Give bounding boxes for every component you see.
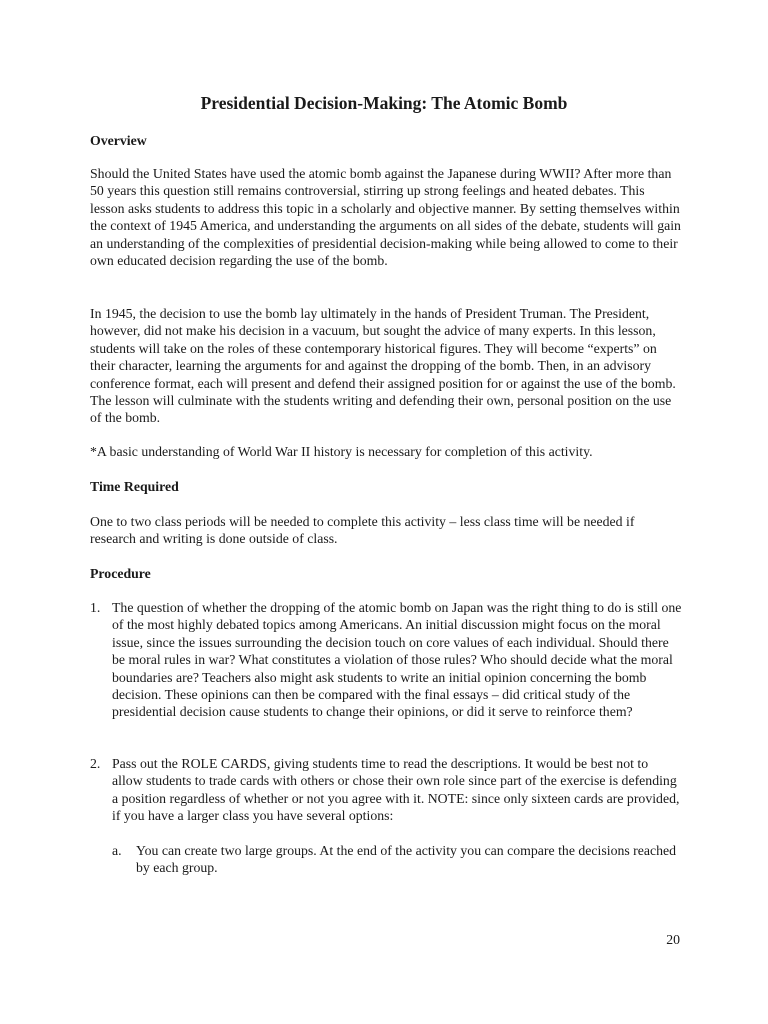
list-letter: a. — [112, 843, 122, 858]
procedure-heading: Procedure — [90, 566, 151, 581]
page-title: Presidential Decision-Making: The Atomic Bomb — [200, 93, 568, 113]
page-number: 20 — [666, 932, 680, 947]
time-required-paragraph: One to two class periods will be needed to complete this activity – less class time will be needed if research and writing is done outside of class. — [90, 514, 635, 547]
procedure-item-2 — [90, 755, 682, 825]
procedure-subitem-text: You can create two large groups. At the end of the activity you can compare the decisions reached by each group. — [136, 843, 677, 876]
overview-footnote: *A basic understanding of World War II history is necessary for completion of this activity. — [90, 444, 593, 459]
procedure-item-text: The question of whether the dropping of the atomic bomb on Japan was the right thing to do is still one of the most highly debated topics among Americans. An initial discussion might focus on the moral issue, since the issues surrounding the decision touch on core values of each individual. Should there be moral rules in war? What constitutes a violation of those rules? Who should decide what the moral boundaries are? Teachers also might ask students to write an initial opinion concerning the bomb decision. These opinions can then be compared with the final essays – did critical study of the presidential decision cause students to change their opinions, or did it serve to reinforce them? — [112, 600, 682, 720]
time-required-heading: Time Required — [90, 479, 179, 494]
list-number: 1. — [90, 600, 101, 615]
overview-paragraph-2: In 1945, the decision to use the bomb lay ultimately in the hands of President Truman. The President, however, did not make his decision in a vacuum, but sought the advice of many experts. In this lesson, students will take on the roles of these contemporary historical figures. They will become “experts” on their character, learning the arguments for and against the dropping of the bomb. Then, in an advisory conference format, each will present and defend their assigned position for or against the use of the bomb. The lesson will culminate with the students writing and defending their own, personal position on the use of the bomb. — [90, 306, 676, 426]
procedure-subitem-a — [112, 842, 682, 877]
overview-paragraph-1: Should the United States have used the atomic bomb against the Japanese during WWII? After more than 50 years this question still remains controversial, stirring up strong feelings and heated debates. This lesson asks students to address this topic in a scholarly and objective manner. By setting themselves within the context of 1945 America, and understanding the arguments on all sides of the debate, students will gain an understanding of the complexities of presidential decision-making while being allowed to come to their own educated decision regarding the use of the bomb. — [90, 166, 681, 269]
list-number: 2. — [90, 756, 101, 771]
procedure-item-1 — [90, 599, 682, 721]
overview-heading: Overview — [90, 133, 147, 148]
procedure-item-text: Pass out the ROLE CARDS, giving students time to read the descriptions. It would be best not to allow students to trade cards with others or chose their own role since part of the exercise is defending a position regardless of whether or not you agree with it. NOTE: since only sixteen cards are provided, if you have a larger class you have several options: — [112, 756, 680, 824]
